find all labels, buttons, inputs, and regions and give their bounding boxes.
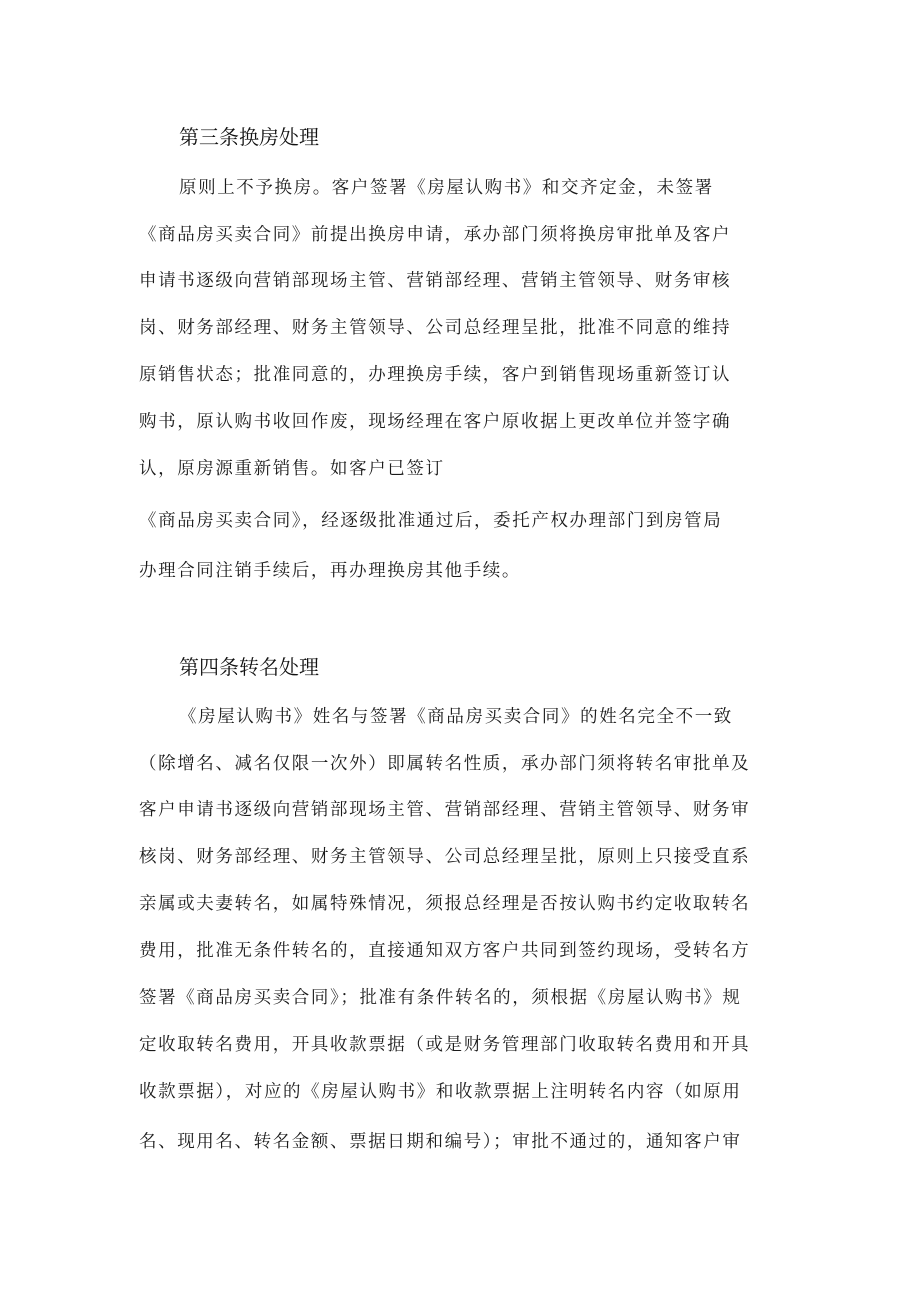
section-4-line-9: 收款票据），对应的《房屋认购书》和收款票据上注明转名内容（如原用: [139, 1082, 742, 1102]
section-3-line-6: 购书，原认购书收回作废，现场经理在客户原收据上更改单位并签字确: [139, 412, 732, 432]
section-3-line-1: 原则上不予换房。客户签署《房屋认购书》和交齐定金，未签署: [179, 178, 714, 198]
section-3-line-7: 认，原房源重新销售。如客户已签订: [139, 459, 445, 479]
section-3-line-4: 岗、财务部经理、财务主管领导、公司总经理呈批，批准不同意的维持: [139, 318, 732, 338]
section-4-line-3: 客户申请书逐级向营销部现场主管、营销部经理、营销主管领导、财务审: [139, 800, 751, 820]
section-3-line-8: 《商品房买卖合同》，经逐级批准通过后，委托产权办理部门到房管局: [139, 511, 723, 531]
section-3-heading: 第三条换房处理: [179, 125, 319, 149]
section-4-line-6: 费用，批准无条件转名的，直接通知双方客户共同到签约现场，受转名方: [139, 941, 751, 961]
section-4-line-2: （除增名、减名仅限一次外）即属转名性质，承办部门须将转名审批单及: [139, 754, 751, 774]
section-3-line-9: 办理合同注销手续后，再办理换房其他手续。: [139, 561, 521, 581]
section-3-line-3: 申请书逐级向营销部现场主管、营销部经理、营销主管领导、财务审核: [139, 271, 732, 291]
section-3-line-5: 原销售状态；批准同意的，办理换房手续，客户到销售现场重新签订认: [139, 365, 732, 385]
section-4-line-5: 亲属或夫妻转名，如属特殊情况，须报总经理是否按认购书约定收取转名: [139, 894, 751, 914]
section-4-line-4: 核岗、财务部经理、财务主管领导、公司总经理呈批，原则上只接受直系: [139, 847, 751, 867]
section-4-line-8: 定收取转名费用，开具收款票据（或是财务管理部门收取转名费用和开具: [139, 1035, 751, 1055]
section-4-line-10: 名、现用名、转名金额、票据日期和编号）；审批不通过的，通知客户审: [139, 1132, 742, 1152]
section-4-line-1: 《房屋认购书》姓名与签署《商品房买卖合同》的姓名完全不一致: [179, 707, 733, 727]
section-4-line-7: 签署《商品房买卖合同》；批准有条件转名的，须根据《房屋认购书》规: [139, 988, 742, 1008]
section-3-line-2: 《商品房买卖合同》前提出换房申请，承办部门须将换房审批单及客户: [139, 225, 732, 245]
section-4-heading: 第四条转名处理: [179, 655, 319, 679]
